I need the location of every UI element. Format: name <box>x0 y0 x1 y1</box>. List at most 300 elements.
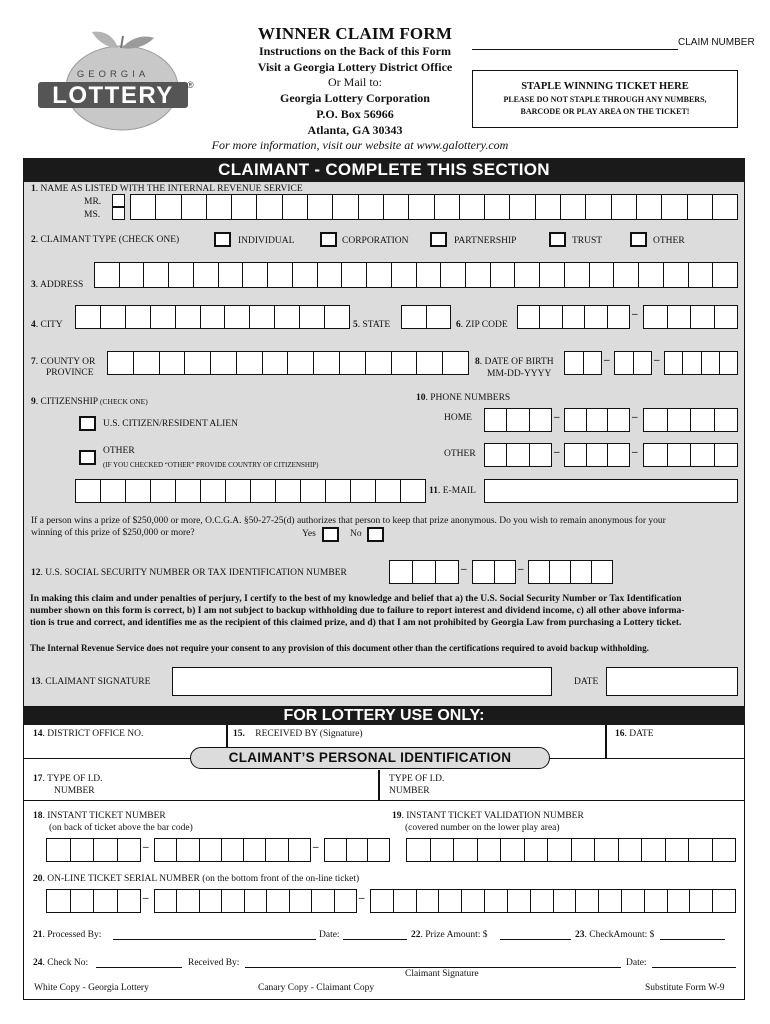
field-22-label: 22. Prize Amount: $ <box>411 930 488 940</box>
name-input[interactable] <box>130 194 738 220</box>
character-cell[interactable] <box>76 306 101 328</box>
dob-month-input[interactable] <box>564 351 602 375</box>
character-cell[interactable] <box>645 890 668 912</box>
character-cell[interactable] <box>257 195 282 219</box>
field-1-label: 1. NAME AS LISTED WITH THE INTERNAL REVENUE SERVICE <box>31 184 303 194</box>
anon-no-checkbox[interactable] <box>367 527 384 542</box>
type-other-label: OTHER <box>653 236 685 246</box>
character-cell[interactable] <box>689 839 713 861</box>
character-cell[interactable] <box>384 195 409 219</box>
dob-format-label: MM-DD-YYYY <box>487 369 552 379</box>
character-cell[interactable] <box>431 839 455 861</box>
check-number-field[interactable] <box>96 967 182 968</box>
home-prefix-input[interactable] <box>564 408 630 432</box>
character-cell[interactable] <box>515 263 540 287</box>
character-cell[interactable] <box>550 561 571 583</box>
character-cell[interactable] <box>267 890 289 912</box>
character-cell[interactable] <box>530 409 551 431</box>
character-cell[interactable] <box>243 263 268 287</box>
character-cell[interactable] <box>289 839 310 861</box>
certification-line-3: tion is true and correct, and identifies me as the recipient of this claimed prize, and d) that I am not prohibited by Georgia Law from purchasing a Lottery ticket. <box>30 618 682 628</box>
character-cell[interactable] <box>371 890 394 912</box>
character-cell[interactable] <box>156 195 181 219</box>
character-cell[interactable] <box>441 263 466 287</box>
online-serial-part-2[interactable] <box>154 889 357 913</box>
logo-georgia-text: GEORGIA <box>76 69 150 80</box>
character-cell[interactable] <box>417 352 443 374</box>
visit-line: Visit a Georgia Lottery District Office <box>257 60 453 74</box>
type-trust-label: TRUST <box>572 236 603 246</box>
character-cell[interactable] <box>540 263 565 287</box>
character-cell[interactable] <box>507 444 529 466</box>
character-cell[interactable] <box>612 195 637 219</box>
character-cell[interactable] <box>495 561 516 583</box>
claim-number-field[interactable] <box>472 49 678 50</box>
claim-number-label: CLAIM NUMBER <box>678 37 755 48</box>
type-other-checkbox[interactable] <box>630 232 647 247</box>
character-cell[interactable] <box>101 306 126 328</box>
character-cell[interactable] <box>639 263 664 287</box>
zip-input[interactable] <box>517 305 630 329</box>
character-cell[interactable] <box>407 839 431 861</box>
character-cell[interactable] <box>201 480 226 502</box>
character-cell[interactable] <box>485 890 508 912</box>
character-cell[interactable] <box>565 352 584 374</box>
character-cell[interactable] <box>47 890 71 912</box>
character-cell[interactable] <box>318 263 343 287</box>
character-cell[interactable] <box>637 195 662 219</box>
processed-by-field[interactable] <box>113 939 316 940</box>
character-cell[interactable] <box>275 306 300 328</box>
home-line-input[interactable] <box>643 408 738 432</box>
registered-mark: ® <box>187 80 194 90</box>
character-cell[interactable] <box>443 352 468 374</box>
character-cell[interactable] <box>592 561 612 583</box>
character-cell[interactable] <box>644 409 668 431</box>
field-19-label: 19. INSTANT TICKET VALIDATION NUMBER <box>392 811 584 821</box>
email-input[interactable] <box>484 479 738 503</box>
other-line-input[interactable] <box>643 443 738 467</box>
character-cell[interactable] <box>531 890 554 912</box>
character-cell[interactable] <box>668 890 691 912</box>
character-cell[interactable] <box>392 352 418 374</box>
character-cell[interactable] <box>268 263 293 287</box>
character-cell[interactable] <box>466 263 491 287</box>
character-cell[interactable] <box>351 480 376 502</box>
character-cell[interactable] <box>144 263 169 287</box>
character-cell[interactable] <box>436 561 458 583</box>
type-individual-checkbox[interactable] <box>214 232 231 247</box>
character-cell[interactable] <box>702 352 720 374</box>
character-cell[interactable] <box>683 352 701 374</box>
character-cell[interactable] <box>177 890 199 912</box>
character-cell[interactable] <box>314 352 340 374</box>
instructions-line: Instructions on the Back of this Form <box>258 44 451 58</box>
character-cell[interactable] <box>301 480 326 502</box>
dob-dash-2: – <box>654 354 660 366</box>
certification-line-1: In making this claim and under penalties of perjury, I certify to the best of my knowledge and belief that a) the U.S. Social Security Number or Tax Identification <box>30 594 682 604</box>
claimant-signature-field[interactable] <box>172 667 552 696</box>
substitute-form-label: Substitute Form W-9 <box>645 983 725 993</box>
character-cell[interactable] <box>507 409 529 431</box>
validation-number-input[interactable] <box>406 838 736 862</box>
character-cell[interactable] <box>565 444 587 466</box>
type-corporation-checkbox[interactable] <box>320 232 337 247</box>
state-input[interactable] <box>401 305 451 329</box>
character-cell[interactable] <box>325 306 349 328</box>
character-cell[interactable] <box>614 263 639 287</box>
character-cell[interactable] <box>563 306 585 328</box>
character-cell[interactable] <box>666 839 690 861</box>
character-cell[interactable] <box>366 352 392 374</box>
georgia-lottery-logo <box>22 24 202 132</box>
character-cell[interactable] <box>155 839 177 861</box>
phone-other-label: OTHER <box>444 449 476 459</box>
character-cell[interactable] <box>615 352 634 374</box>
character-cell[interactable] <box>94 890 118 912</box>
character-cell[interactable] <box>194 263 219 287</box>
field-6-label: 6. ZIP CODE <box>456 320 508 330</box>
character-cell[interactable] <box>326 480 351 502</box>
character-cell[interactable] <box>585 306 607 328</box>
character-cell[interactable] <box>501 839 525 861</box>
character-cell[interactable] <box>435 195 460 219</box>
character-cell[interactable] <box>715 444 738 466</box>
character-cell[interactable] <box>510 195 535 219</box>
type-corporation-label: CORPORATION <box>342 236 409 246</box>
character-cell[interactable] <box>126 306 151 328</box>
character-cell[interactable] <box>668 409 692 431</box>
character-cell[interactable] <box>160 352 186 374</box>
signature-date-field[interactable] <box>606 667 738 696</box>
irs-note: The Internal Revenue Service does not require your consent to any provision of this document other than the certifications required to avoid backup withholding. <box>30 643 649 653</box>
character-cell[interactable] <box>713 890 735 912</box>
character-cell[interactable] <box>308 195 333 219</box>
character-cell[interactable] <box>439 890 462 912</box>
lottery-section-title: FOR LOTTERY USE ONLY: <box>283 707 485 724</box>
character-cell[interactable] <box>134 352 160 374</box>
home-area-input[interactable] <box>484 408 552 432</box>
character-cell[interactable] <box>71 839 95 861</box>
dob-dash-1: – <box>604 354 610 366</box>
field-14-label: 14. DISTRICT OFFICE NO. <box>33 729 144 739</box>
character-cell[interactable] <box>584 352 602 374</box>
character-cell[interactable] <box>226 480 251 502</box>
character-cell[interactable] <box>394 890 417 912</box>
ssn-part-1-input[interactable] <box>389 560 459 584</box>
character-cell[interactable] <box>668 306 692 328</box>
character-cell[interactable] <box>222 890 244 912</box>
character-cell[interactable] <box>283 195 308 219</box>
character-cell[interactable] <box>402 306 427 328</box>
character-cell[interactable] <box>207 195 232 219</box>
character-cell[interactable] <box>548 839 572 861</box>
character-cell[interactable] <box>690 890 713 912</box>
instant-ticket-part-2[interactable] <box>154 838 311 862</box>
character-cell[interactable] <box>590 263 615 287</box>
character-cell[interactable] <box>176 306 201 328</box>
character-cell[interactable] <box>250 306 275 328</box>
character-cell[interactable] <box>126 480 151 502</box>
character-cell[interactable] <box>185 352 211 374</box>
character-cell[interactable] <box>300 306 325 328</box>
canary-copy-label: Canary Copy - Claimant Copy <box>258 983 375 993</box>
character-cell[interactable] <box>715 306 738 328</box>
character-cell[interactable] <box>47 839 71 861</box>
pobox-line: P.O. Box 56966 <box>316 107 394 121</box>
character-cell[interactable] <box>427 306 451 328</box>
character-cell[interactable] <box>571 561 592 583</box>
character-cell[interactable] <box>454 839 478 861</box>
character-cell[interactable] <box>219 263 244 287</box>
character-cell[interactable] <box>118 890 141 912</box>
character-cell[interactable] <box>151 480 176 502</box>
character-cell[interactable] <box>232 195 257 219</box>
character-cell[interactable] <box>222 839 244 861</box>
character-cell[interactable] <box>540 306 562 328</box>
character-cell[interactable] <box>485 195 510 219</box>
processed-date-field[interactable] <box>343 939 407 940</box>
anonymity-text-1: If a person wins a prize of $250,000 or more, O.C.G.A. §50-27-25(d) authorizes that person to keep that prize anonymous. Do you wish to remain anonymous for your <box>31 516 666 526</box>
ssn-part-3-input[interactable] <box>528 560 613 584</box>
field-5-label: 5. STATE <box>353 320 391 330</box>
character-cell[interactable] <box>608 306 629 328</box>
character-cell[interactable] <box>644 444 668 466</box>
other-dash-2: – <box>632 446 638 458</box>
character-cell[interactable] <box>131 195 156 219</box>
character-cell[interactable] <box>335 890 356 912</box>
staple-title: STAPLE WINNING TICKET HERE <box>521 81 689 92</box>
character-cell[interactable] <box>572 839 596 861</box>
character-cell[interactable] <box>251 480 276 502</box>
character-cell[interactable] <box>536 195 561 219</box>
character-cell[interactable] <box>325 839 347 861</box>
character-cell[interactable] <box>177 839 199 861</box>
staple-note-1: PLEASE DO NOT STAPLE THROUGH ANY NUMBERS, <box>503 95 707 104</box>
character-cell[interactable] <box>76 480 101 502</box>
ssn-dash-2: – <box>518 563 524 575</box>
character-cell[interactable] <box>266 839 288 861</box>
online-serial-part-1[interactable] <box>46 889 141 913</box>
character-cell[interactable] <box>462 890 485 912</box>
citizen-us-checkbox[interactable] <box>79 416 96 431</box>
character-cell[interactable] <box>368 839 389 861</box>
character-cell[interactable] <box>169 263 194 287</box>
instant-ticket-dash-2: – <box>313 841 319 853</box>
prize-amount-field[interactable] <box>500 939 571 940</box>
character-cell[interactable] <box>478 839 502 861</box>
logo-lottery-text: LOTTERY <box>52 82 174 109</box>
received-by-field[interactable] <box>245 967 621 968</box>
other-prefix-input[interactable] <box>564 443 630 467</box>
character-cell[interactable] <box>565 263 590 287</box>
character-cell[interactable] <box>290 890 312 912</box>
character-cell[interactable] <box>276 480 301 502</box>
character-cell[interactable] <box>587 409 609 431</box>
field-4-label: 4. CITY <box>31 320 63 330</box>
character-cell[interactable] <box>664 263 689 287</box>
character-cell[interactable] <box>244 839 266 861</box>
character-cell[interactable] <box>94 839 118 861</box>
character-cell[interactable] <box>644 306 668 328</box>
country-input[interactable] <box>75 479 426 503</box>
character-cell[interactable] <box>342 263 367 287</box>
online-serial-part-3[interactable] <box>370 889 736 913</box>
character-cell[interactable] <box>211 352 237 374</box>
character-cell[interactable] <box>688 195 713 219</box>
character-cell[interactable] <box>595 839 619 861</box>
character-cell[interactable] <box>367 263 392 287</box>
character-cell[interactable] <box>713 263 737 287</box>
character-cell[interactable] <box>225 306 250 328</box>
character-cell[interactable] <box>176 480 201 502</box>
character-cell[interactable] <box>120 263 145 287</box>
character-cell[interactable] <box>691 409 715 431</box>
character-cell[interactable] <box>608 409 629 431</box>
character-cell[interactable] <box>662 195 687 219</box>
character-cell[interactable] <box>691 444 715 466</box>
citizen-other-label: OTHER <box>103 446 135 456</box>
character-cell[interactable] <box>245 890 267 912</box>
character-cell[interactable] <box>668 444 692 466</box>
anon-yes-label: Yes <box>302 529 316 539</box>
character-cell[interactable] <box>155 890 177 912</box>
character-cell[interactable] <box>491 263 516 287</box>
character-cell[interactable] <box>587 444 609 466</box>
date-label-24: Date: <box>626 958 647 968</box>
character-cell[interactable] <box>340 352 366 374</box>
character-cell[interactable] <box>71 890 95 912</box>
character-cell[interactable] <box>288 352 314 374</box>
type-individual-label: INDIVIDUAL <box>238 236 295 246</box>
field-17-label: 17. TYPE OF I.D. <box>33 774 103 784</box>
instant-ticket-part-3[interactable] <box>324 838 390 862</box>
character-cell[interactable] <box>347 839 369 861</box>
character-cell[interactable] <box>622 890 645 912</box>
field-7-label-2: PROVINCE <box>46 368 94 378</box>
city-line: Atlanta, GA 30343 <box>307 123 403 137</box>
character-cell[interactable] <box>713 195 737 219</box>
character-cell[interactable] <box>200 839 222 861</box>
city-input[interactable] <box>75 305 350 329</box>
character-cell[interactable] <box>333 195 358 219</box>
county-input[interactable] <box>107 351 469 375</box>
character-cell[interactable] <box>237 352 263 374</box>
citizen-other-checkbox[interactable] <box>79 450 96 465</box>
mr-checkbox[interactable] <box>112 194 125 207</box>
address-input[interactable] <box>94 262 738 288</box>
type-partnership-checkbox[interactable] <box>430 232 447 247</box>
character-cell[interactable] <box>619 839 643 861</box>
character-cell[interactable] <box>460 195 485 219</box>
field-13-label: 13. CLAIMANT SIGNATURE <box>31 677 151 687</box>
character-cell[interactable] <box>417 890 440 912</box>
character-cell[interactable] <box>561 195 586 219</box>
character-cell[interactable] <box>720 352 737 374</box>
form-title: WINNER CLAIM FORM <box>257 24 453 43</box>
character-cell[interactable] <box>118 839 141 861</box>
character-cell[interactable] <box>554 890 577 912</box>
more-info-line: For more information, visit our website at www.galottery.com <box>211 138 509 152</box>
field-19-note: (covered number on the lower play area) <box>405 823 560 833</box>
character-cell[interactable] <box>390 561 413 583</box>
received-date-field[interactable] <box>652 967 736 968</box>
field-15-label: 15. RECEIVED BY (Signature) <box>233 729 363 739</box>
character-cell[interactable] <box>565 409 587 431</box>
character-cell[interactable] <box>101 480 126 502</box>
character-cell[interactable] <box>530 444 551 466</box>
instant-ticket-part-1[interactable] <box>46 838 141 862</box>
character-cell[interactable] <box>508 890 531 912</box>
character-cell[interactable] <box>413 561 436 583</box>
other-dash-1: – <box>554 446 560 458</box>
character-cell[interactable] <box>599 890 622 912</box>
character-cell[interactable] <box>689 263 714 287</box>
character-cell[interactable] <box>376 480 401 502</box>
type-trust-checkbox[interactable] <box>549 232 566 247</box>
character-cell[interactable] <box>715 409 738 431</box>
character-cell[interactable] <box>182 195 207 219</box>
character-cell[interactable] <box>608 444 629 466</box>
character-cell[interactable] <box>586 195 611 219</box>
character-cell[interactable] <box>518 306 540 328</box>
character-cell[interactable] <box>200 890 222 912</box>
character-cell[interactable] <box>359 195 384 219</box>
check-amount-field[interactable] <box>660 939 725 940</box>
character-cell[interactable] <box>634 352 652 374</box>
character-cell[interactable] <box>151 306 176 328</box>
zip4-input[interactable] <box>643 305 738 329</box>
character-cell[interactable] <box>485 444 507 466</box>
character-cell[interactable] <box>691 306 715 328</box>
personal-id-title: CLAIMANT’S PERSONAL IDENTIFICATION <box>190 747 550 769</box>
character-cell[interactable] <box>409 195 434 219</box>
character-cell[interactable] <box>525 839 549 861</box>
character-cell[interactable] <box>642 839 666 861</box>
character-cell[interactable] <box>201 306 226 328</box>
ms-checkbox[interactable] <box>112 207 125 220</box>
field-18-label: 18. INSTANT TICKET NUMBER <box>33 811 166 821</box>
character-cell[interactable] <box>312 890 334 912</box>
dob-year-input[interactable] <box>664 351 738 375</box>
anon-yes-checkbox[interactable] <box>322 527 339 542</box>
field-10-label: 10. PHONE NUMBERS <box>416 393 511 403</box>
field-21-label: 21. Processed By: <box>33 930 102 940</box>
dob-day-input[interactable] <box>614 351 652 375</box>
ssn-part-2-input[interactable] <box>472 560 516 584</box>
character-cell[interactable] <box>401 480 425 502</box>
home-dash-1: – <box>554 411 560 423</box>
character-cell[interactable] <box>529 561 550 583</box>
white-copy-label: White Copy - Georgia Lottery <box>34 983 149 993</box>
character-cell[interactable] <box>665 352 683 374</box>
field-9-label: 9. CITIZENSHIP (CHECK ONE) <box>31 397 148 407</box>
character-cell[interactable] <box>293 263 318 287</box>
character-cell[interactable] <box>263 352 289 374</box>
character-cell[interactable] <box>417 263 442 287</box>
character-cell[interactable] <box>95 263 120 287</box>
or-mail-line: Or Mail to: <box>328 75 382 89</box>
character-cell[interactable] <box>108 352 134 374</box>
character-cell[interactable] <box>392 263 417 287</box>
ms-label: MS. <box>84 210 101 220</box>
character-cell[interactable] <box>473 561 495 583</box>
character-cell[interactable] <box>485 409 507 431</box>
field-3-label: 3. ADDRESS <box>31 280 84 290</box>
other-area-input[interactable] <box>484 443 552 467</box>
character-cell[interactable] <box>713 839 736 861</box>
character-cell[interactable] <box>576 890 599 912</box>
